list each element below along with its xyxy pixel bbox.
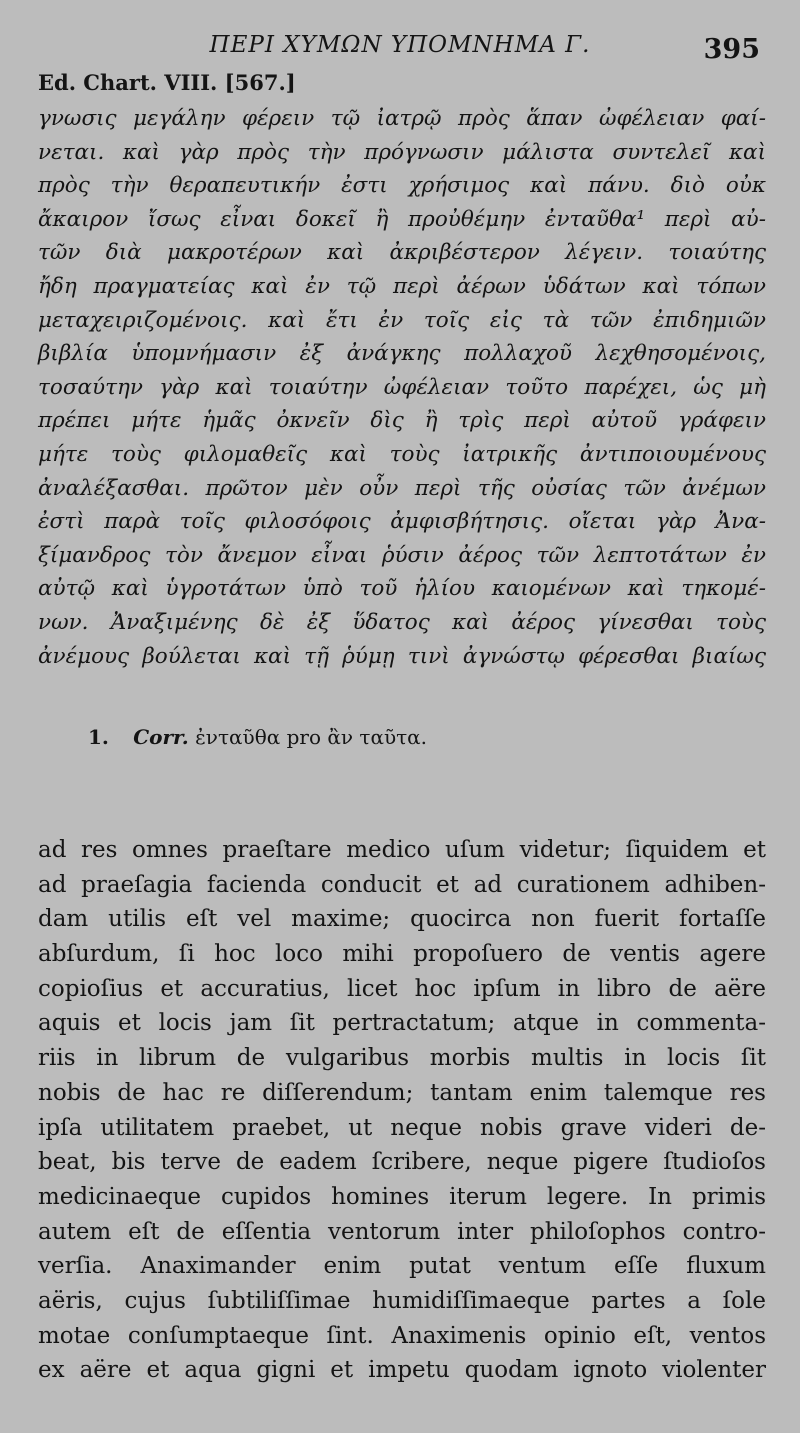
latin-text-line: beat, bis terve de eadem ſcribere, neque pigere ſtudioſos xyxy=(38,1149,766,1176)
greek-text-line: βιβλία ὑπομνήμασιν ἐξ ἀνάγκης πολλαχοῦ λεχθησομένοις, xyxy=(38,341,766,367)
latin-text-line: ad res omnes praeſtare medico uſum videtur; ſiquidem et xyxy=(38,837,766,863)
greek-text-line: ἐστὶ παρὰ τοῖς φιλοσόφοις ἀμφισβήτησις. οἴεται γὰρ Ἀνα- xyxy=(38,509,766,535)
latin-text-line: ex aëre et aqua gigni et impetu quodam ignoto violenter xyxy=(38,1357,766,1384)
latin-text-line: dam utilis eſt vel maxime; quocirca non fuerit fortaſſe xyxy=(38,906,766,933)
latin-text-line: verſia. Anaximander enim putat ventum eſſe fluxum xyxy=(38,1253,766,1280)
latin-text-line: motae conſumptaeque ſint. Anaximenis opinio eſt, ventos xyxy=(38,1322,766,1349)
footnote-corr-label: Corr. xyxy=(133,725,189,749)
latin-text-line: aëris, cujus ſubtiliſſimae humidiſſimaeque partes a ſole xyxy=(38,1287,766,1314)
footnote-text: ἐνταῦθα pro ἂν ταῦτα. xyxy=(195,725,428,749)
greek-text-line: ἀναλέξασθαι. πρῶτον μὲν οὖν περὶ τῆς οὐσίας τῶν ἀνέμων xyxy=(38,475,766,501)
page-number: 395 xyxy=(703,34,760,65)
latin-text-line: copioſius et accuratius, licet hoc ipſum in libro de aëre xyxy=(38,975,766,1002)
greek-text-line: τῶν διὰ μακροτέρων καὶ ἀκριβέστερον λέγειν. τοιαύτης xyxy=(38,240,766,266)
greek-text-line: ἀνέμους βούλεται καὶ τῇ ῥύμῃ τινὶ ἀγνώστῳ φέρεσθαι βιαίως xyxy=(38,643,766,669)
greek-text-line: ἄκαιρον ἴσως εἶναι δοκεῖ ἢ προὐθέμην ἐνταῦθα¹ περὶ αὐ- xyxy=(38,206,766,232)
greek-text-block xyxy=(38,102,766,673)
greek-text-line: ἤδη πραγματείας καὶ ἐν τῷ περὶ ἀέρων ὑδάτων καὶ τόπων xyxy=(38,273,766,299)
greek-text-line: τοσαύτην γὰρ καὶ τοιαύτην ὠφέλειαν τοῦτο παρέχει, ὡς μὴ xyxy=(38,374,766,400)
latin-text-line: medicinaeque cupidos homines iterum legere. In primis xyxy=(38,1183,766,1210)
greek-text-line: πρέπει μήτε ἡμᾶς ὀκνεῖν δὶς ἢ τρὶς περὶ αὐτοῦ γράφειν xyxy=(38,408,766,434)
latin-text-block xyxy=(38,833,766,1388)
greek-text-line: μήτε τοὺς φιλομαθεῖς καὶ τοὺς ἰατρικῆς ἀντιποιουμένους xyxy=(38,441,766,467)
greek-text-line: ξίμανδρος τὸν ἄνεμον εἶναι ῥύσιν ἀέρος τῶν λεπτοτάτων ἐν xyxy=(38,542,766,568)
latin-text-line: nobis de hac re diſſerendum; tantam enim talemque res xyxy=(38,1079,766,1106)
footnote xyxy=(88,725,427,749)
greek-text-line: πρὸς τὴν θεραπευτικήν ἐστι χρήσιμος καὶ πάνυ. διὸ οὐκ xyxy=(38,173,766,199)
latin-text-line: ipſa utilitatem praebet, ut neque nobis grave videri de- xyxy=(38,1114,766,1141)
greek-text-line: νων. Ἀναξιμένης δὲ ἐξ ὕδατος καὶ ἀέρος γίνεσθαι τοὺς xyxy=(38,609,766,635)
latin-text-line: abſurdum, ſi hoc loco mihi propoſuero de ventis agere xyxy=(38,941,766,968)
latin-text-line: aquis et locis jam ſit pertractatum; atque in commenta- xyxy=(38,1010,766,1037)
running-title: ΠΕΡΙ ΧΥΜΩΝ ΥΠΟΜΝΗΜΑ Γ. xyxy=(209,32,591,58)
running-head xyxy=(0,30,800,66)
greek-text-line: μεταχειριζομένοις. καὶ ἔτι ἐν τοῖς εἰς τὰ τῶν ἐπιδημιῶν xyxy=(38,307,766,333)
latin-text-line: ad praeſagia facienda conducit et ad curationem adhiben- xyxy=(38,871,766,898)
footnote-number: 1. xyxy=(88,725,109,749)
greek-text-line: αὐτῷ καὶ ὑγροτάτων ὑπὸ τοῦ ἡλίου καιομένων καὶ τηκομέ- xyxy=(38,576,766,602)
edition-reference: Ed. Chart. VIII. [567.] xyxy=(38,70,296,95)
latin-text-line: autem eſt de eſſentia ventorum inter philoſophos contro- xyxy=(38,1218,766,1245)
latin-text-line: riis in librum de vulgaribus morbis multis in locis ſit xyxy=(38,1045,766,1072)
greek-text-line: νεται. καὶ γὰρ πρὸς τὴν πρόγνωσιν μάλιστα συντελεῖ καὶ xyxy=(38,139,766,165)
greek-text-line: γνωσις μεγάλην φέρειν τῷ ἰατρῷ πρὸς ἅπαν ὠφέλειαν φαί- xyxy=(38,106,766,131)
